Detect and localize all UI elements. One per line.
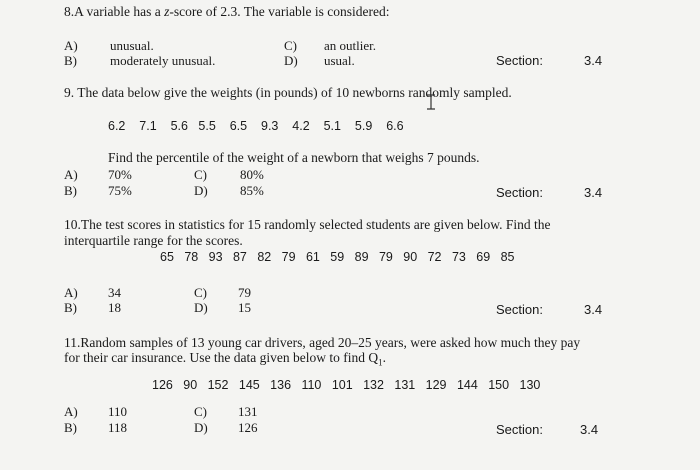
q10-d-label: D) <box>194 300 208 315</box>
q8-section-value: 3.4 <box>584 53 603 68</box>
q10-data-value: 61 <box>305 250 320 264</box>
q11-data-value: 129 <box>425 378 447 392</box>
q10-data-value: 93 <box>208 250 223 264</box>
q9-prompt: Find the percentile of the weight of a newborn that weighs 7 pounds. <box>108 150 480 165</box>
q9-section-label: Section: <box>496 185 543 200</box>
q9-b-text: 75% <box>108 183 132 198</box>
q10-data-value: 69 <box>476 250 491 264</box>
q11-data-value: 101 <box>331 378 353 392</box>
q10-data-value: 72 <box>427 250 442 264</box>
q10-stem-line1: 10.The test scores in statistics for 15 randomly selected students are given below. Find the <box>64 217 551 232</box>
q8-d-label: D) <box>284 53 298 68</box>
q10-a-label: A) <box>64 285 78 300</box>
q10-data-value: 59 <box>330 250 345 264</box>
q9-data-value: 5.1 <box>323 119 341 133</box>
q9-data-value: 5.5 <box>198 119 216 133</box>
q10-data-value: 85 <box>500 250 515 264</box>
q10-data-value: 82 <box>257 250 272 264</box>
q10-data-value: 89 <box>354 250 369 264</box>
q10-section-value: 3.4 <box>584 302 603 317</box>
q11-data-value: 152 <box>207 378 229 392</box>
q11-data-value: 150 <box>488 378 510 392</box>
q11-data-value: 145 <box>238 378 260 392</box>
q10-data-value: 79 <box>378 250 393 264</box>
q9-data-row <box>108 119 404 133</box>
q8-c-text: an outlier. <box>324 38 376 53</box>
q11-stem-line2-prefix: for their car insurance. Use the data given below to find Q <box>64 350 379 365</box>
q8-stem-prefix: 8.A variable has a <box>64 4 165 19</box>
q10-data-value: 78 <box>184 250 199 264</box>
q11-d-text: 126 <box>238 420 258 435</box>
q9-data-value: 6.6 <box>386 119 404 133</box>
q10-data-value: 90 <box>403 250 418 264</box>
q10-data-row <box>160 250 515 264</box>
q10-section-label: Section: <box>496 302 543 317</box>
q11-a-text: 110 <box>108 404 128 419</box>
q10-stem-line2: interquartile range for the scores. <box>64 233 243 248</box>
q10-data-value: 65 <box>160 250 174 264</box>
q9-d-text: 85% <box>240 183 264 198</box>
q10-b-label: B) <box>64 300 77 315</box>
q9-d-label: D) <box>194 183 208 198</box>
q8-section-label: Section: <box>496 53 543 68</box>
q10-c-text: 79 <box>238 285 251 300</box>
q9-data-value: 4.2 <box>292 119 310 133</box>
q11-c-text: 131 <box>238 404 258 419</box>
q9-b-label: B) <box>64 183 77 198</box>
q10-data-value: 73 <box>451 250 466 264</box>
q11-section-value: 3.4 <box>580 422 599 437</box>
q9-data-value: 7.1 <box>139 119 157 133</box>
q8-stem-suffix: -score of 2.3. The variable is considered: <box>169 4 390 19</box>
q8-c-label: C) <box>284 38 297 53</box>
q11-data-value: 132 <box>363 378 384 392</box>
q8-b-text: moderately unusual. <box>110 53 216 68</box>
q11-data-value: 110 <box>301 378 322 392</box>
q11-b-label: B) <box>64 420 77 435</box>
q11-data-value: 144 <box>456 378 478 392</box>
q9-data-value: 6.2 <box>108 119 126 133</box>
q8-a-label: A) <box>64 38 78 53</box>
q9-section-value: 3.4 <box>584 185 603 200</box>
q11-d-label: D) <box>194 420 208 435</box>
q10-a-text: 34 <box>108 285 121 300</box>
q11-stem-line2-suffix: . <box>382 350 387 365</box>
q9-data-value: 5.6 <box>170 119 188 133</box>
q11-data-row <box>152 378 540 392</box>
q10-data-value: 79 <box>281 250 296 264</box>
q11-data-value: 126 <box>152 378 173 392</box>
q11-data-value: 90 <box>183 378 198 392</box>
q11-a-label: A) <box>64 404 78 419</box>
q11-stem-line2 <box>64 350 386 368</box>
q11-data-value: 130 <box>519 378 541 392</box>
q10-c-label: C) <box>194 285 207 300</box>
q8-stem-z: z <box>164 4 170 19</box>
text-cursor-icon <box>426 94 436 110</box>
q9-data-value: 5.9 <box>354 119 373 133</box>
q9-data-value: 6.5 <box>229 119 248 133</box>
q9-a-text: 70% <box>108 167 132 182</box>
q9-c-label: C) <box>194 167 207 182</box>
q9-a-label: A) <box>64 167 78 182</box>
q10-data-value: 87 <box>232 250 247 264</box>
q9-stem: 9. The data below give the weights (in pounds) of 10 newborns randomly sampled. <box>64 85 512 100</box>
q11-section-label: Section: <box>496 422 543 437</box>
q10-b-text: 18 <box>108 300 121 315</box>
q8-b-label: B) <box>64 53 77 68</box>
q8-d-text: usual. <box>324 53 355 68</box>
q8-a-text: unusual. <box>110 38 154 53</box>
q11-b-text: 118 <box>108 420 128 435</box>
q11-stem-line1: 11.Random samples of 13 young car drivers, aged 20–25 years, were asked how much they pay <box>64 335 581 350</box>
q11-data-value: 136 <box>270 378 292 392</box>
q11-data-value: 131 <box>394 378 416 392</box>
q8-stem <box>64 4 390 20</box>
q9-c-text: 80% <box>240 167 264 182</box>
q10-d-text: 15 <box>238 300 251 315</box>
q11-c-label: C) <box>194 404 207 419</box>
q11-stem-line2-sub: 1 <box>378 357 383 368</box>
q9-data-value: 9.3 <box>261 119 279 133</box>
